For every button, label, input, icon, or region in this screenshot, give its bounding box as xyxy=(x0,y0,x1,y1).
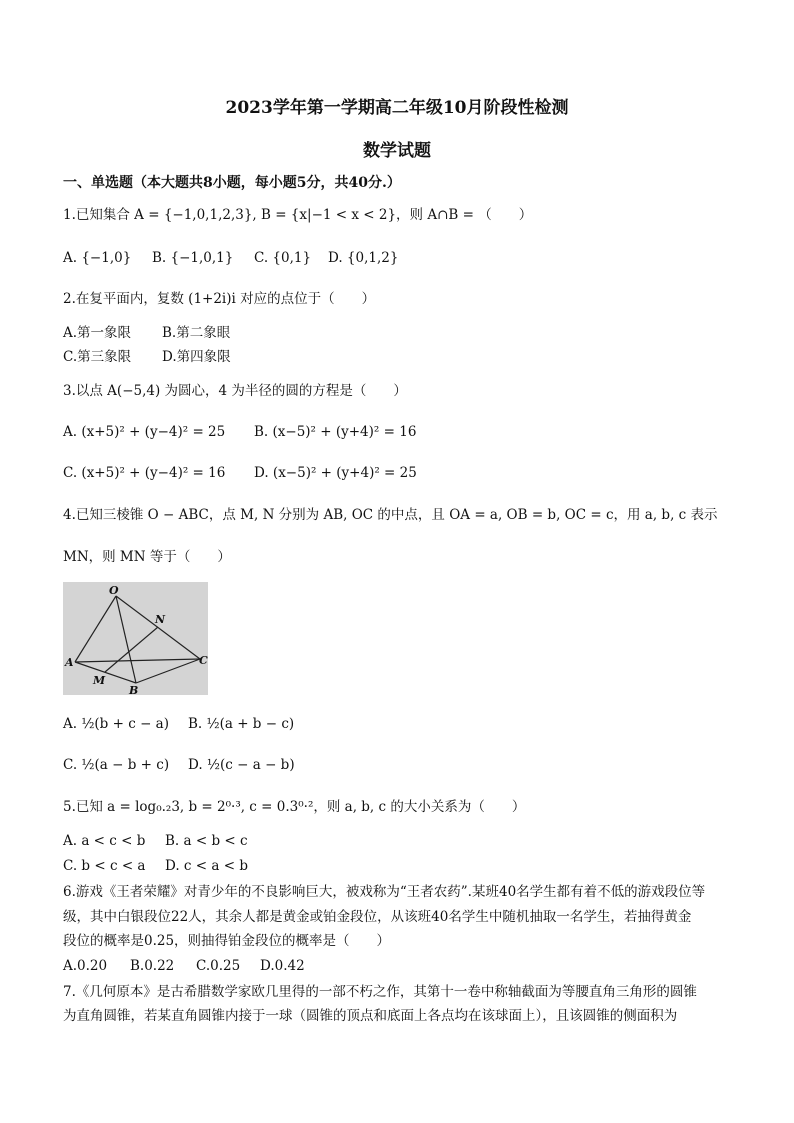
label-a: A xyxy=(65,656,74,669)
edge-oa xyxy=(75,596,116,662)
question-2-stem: 2.在复平面内，复数 (1+2i)i 对应的点位于（ ） xyxy=(63,291,376,307)
tetrahedron-figure xyxy=(63,582,208,695)
label-o: O xyxy=(109,584,119,597)
question-5-option-b: B. a < b < c xyxy=(165,833,248,849)
question-6-option-b: B.0.22 xyxy=(130,958,175,974)
question-2-option-d: D.第四象限 xyxy=(162,349,231,365)
question-4-option-a: A. ½(b + c − a) xyxy=(63,716,169,732)
section-heading: 一、单选题（本大题共8小题，每小题5分，共40分.） xyxy=(63,175,401,191)
question-5-option-d: D. c < a < b xyxy=(165,858,248,874)
tetrahedron-diagram xyxy=(63,582,208,695)
question-1-stem: 1.已知集合 A = {−1,0,1,2,3}, B = {x|−1 < x < 2}，则 A∩B = （ ） xyxy=(63,207,533,223)
edge-bc xyxy=(136,659,200,683)
edge-ab xyxy=(75,662,136,683)
question-4-option-c: C. ½(a − b + c) xyxy=(63,757,170,773)
question-5-option-a: A. a < c < b xyxy=(63,833,146,849)
label-n: N xyxy=(155,613,166,626)
question-3-option-d: D. (x−5)² + (y+4)² = 25 xyxy=(254,465,417,481)
question-6-line-1: 6.游戏《王者荣耀》对青少年的不良影响巨大，被戏称为“王者农药”.某班40名学生都有着不低的游戏段位等 xyxy=(63,884,706,900)
question-7-line-2: 为直角圆锥，若某直角圆锥内接于一球（圆锥的顶点和底面上各点均在该球面上），且该圆锥的侧面积为 xyxy=(63,1008,678,1024)
label-b: B xyxy=(129,684,139,695)
label-m: M xyxy=(93,674,106,687)
question-4-option-b: B. ½(a + b − c) xyxy=(188,716,295,732)
question-6-option-d: D.0.42 xyxy=(260,958,305,974)
question-6-line-3: 段位的概率是0.25，则抽得铂金段位的概率是（ ） xyxy=(63,933,391,949)
question-5-option-c: C. b < c < a xyxy=(63,858,146,874)
question-2-option-b: B.第二象眼 xyxy=(162,325,231,341)
edge-ac xyxy=(75,659,200,662)
question-3-option-a: A. (x+5)² + (y−4)² = 25 xyxy=(63,424,226,440)
question-1-option-a: A. {−1,0} xyxy=(63,250,132,266)
exam-title: 2023学年第一学期高二年级10月阶段性检测 xyxy=(225,98,569,118)
label-c: C xyxy=(199,654,208,667)
question-3-option-c: C. (x+5)² + (y−4)² = 16 xyxy=(63,465,226,481)
question-1-option-c: C. {0,1} xyxy=(254,250,312,266)
question-4-stem-continued: MN，则 MN 等于（ ） xyxy=(63,549,231,565)
question-6-line-2: 级，其中白银段位22人，其余人都是黄金或铂金段位，从该班40名学生中随机抽取一名学生，若抽得黄金 xyxy=(63,909,692,925)
question-1-option-d: D. {0,1,2} xyxy=(328,250,399,266)
question-6-option-c: C.0.25 xyxy=(196,958,241,974)
question-4-stem: 4.已知三棱锥 O − ABC，点 M, N 分别为 AB, OC 的中点，且 OA = a, OB = b, OC = c，用 a, b, c 表示 xyxy=(63,507,718,523)
question-2-option-a: A.第一象限 xyxy=(63,325,132,341)
question-2-option-c: C.第三象限 xyxy=(63,349,132,365)
question-4-option-d: D. ½(c − a − b) xyxy=(188,757,295,773)
question-5-stem: 5.已知 a = log₀.₂3, b = 2⁰·³, c = 0.3⁰·²，则 a, b, c 的大小关系为（ ） xyxy=(63,799,526,815)
question-3-stem: 3.以点 A(−5,4) 为圆心，4 为半径的圆的方程是（ ） xyxy=(63,383,407,399)
question-7-line-1: 7.《几何原本》是古希腊数学家欧几里得的一部不朽之作，其第十一卷中称轴截面为等腰直角三角形的圆锥 xyxy=(63,984,697,1000)
exam-subtitle: 数学试题 xyxy=(363,141,431,161)
question-3-option-b: B. (x−5)² + (y+4)² = 16 xyxy=(254,424,417,440)
question-6-option-a: A.0.20 xyxy=(63,958,108,974)
question-1-option-b: B. {−1,0,1} xyxy=(152,250,234,266)
